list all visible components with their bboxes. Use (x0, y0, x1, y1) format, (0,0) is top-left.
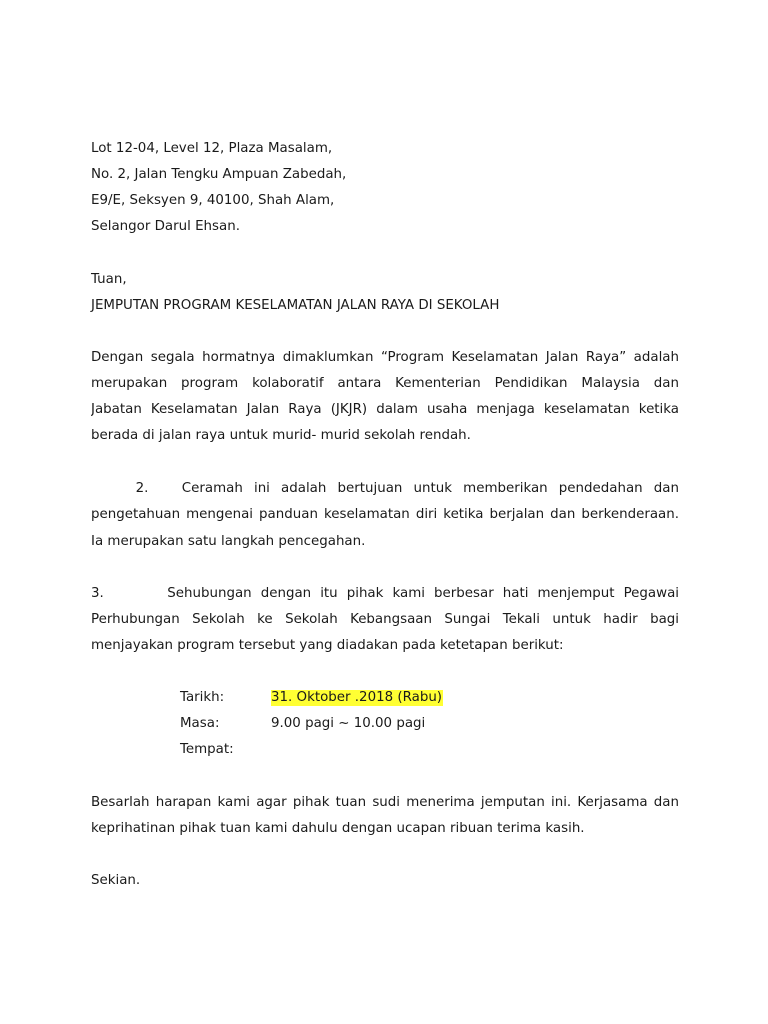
paragraph-3-line-3: menjayakan program tersebut yang diadakan pada ketetapan berikut: (91, 638, 564, 653)
paragraph-1-line-3: Jabatan Keselamatan Jalan Raya (JKJR) dalam usaha menjaga keselamatan ketika (91, 402, 679, 417)
time-value: 9.00 pagi ~ 10.00 pagi (271, 716, 426, 731)
salutation: Tuan, (91, 272, 127, 287)
signoff: Sekian. (91, 873, 141, 888)
paragraph-1-line-1: Dengan segala hormatnya dimaklumkan “Program Keselamatan Jalan Raya” adalah (91, 350, 679, 365)
date-value-highlight: 31. Oktober .2018 (Rabu) (271, 690, 443, 705)
address-line-4: Selangor Darul Ehsan. (91, 219, 240, 234)
letter-subject: JEMPUTAN PROGRAM KESELAMATAN JALAN RAYA DI SEKOLAH (91, 298, 500, 313)
paragraph-1-line-4: berada di jalan raya untuk murid- murid sekolah rendah. (91, 428, 471, 443)
closing-line-1: Besarlah harapan kami agar pihak tuan sudi menerima jemputan ini. Kerjasama dan (91, 795, 679, 810)
paragraph-3-line-1: 3. Sehubungan dengan itu pihak kami berbesar hati menjemput Pegawai (91, 586, 679, 601)
closing-line-2: keprihatinan pihak tuan kami dahulu dengan ucapan ribuan terima kasih. (91, 821, 585, 836)
place-label: Tempat: (180, 742, 234, 757)
address-line-1: Lot 12-04, Level 12, Plaza Masalam, (91, 141, 333, 156)
paragraph-2-line-1: 2. Ceramah ini adalah bertujuan untuk memberikan pendedahan dan (91, 481, 679, 496)
address-line-3: E9/E, Seksyen 9, 40100, Shah Alam, (91, 193, 335, 208)
paragraph-3-line-2: Perhubungan Sekolah ke Sekolah Kebangsaan Sungai Tekali untuk hadir bagi (91, 612, 679, 627)
paragraph-2-line-2: pengetahuan mengenai panduan keselamatan diri ketika berjalan dan berkenderaan. (91, 507, 679, 522)
address-line-2: No. 2, Jalan Tengku Ampuan Zabedah, (91, 167, 347, 182)
date-value (271, 690, 443, 706)
paragraph-1-line-2: merupakan program kolaboratif antara Kementerian Pendidikan Malaysia dan (91, 376, 679, 391)
paragraph-2-line-3: Ia merupakan satu langkah pencegahan. (91, 534, 366, 549)
date-label: Tarikh: (180, 690, 225, 705)
time-label: Masa: (180, 716, 220, 731)
